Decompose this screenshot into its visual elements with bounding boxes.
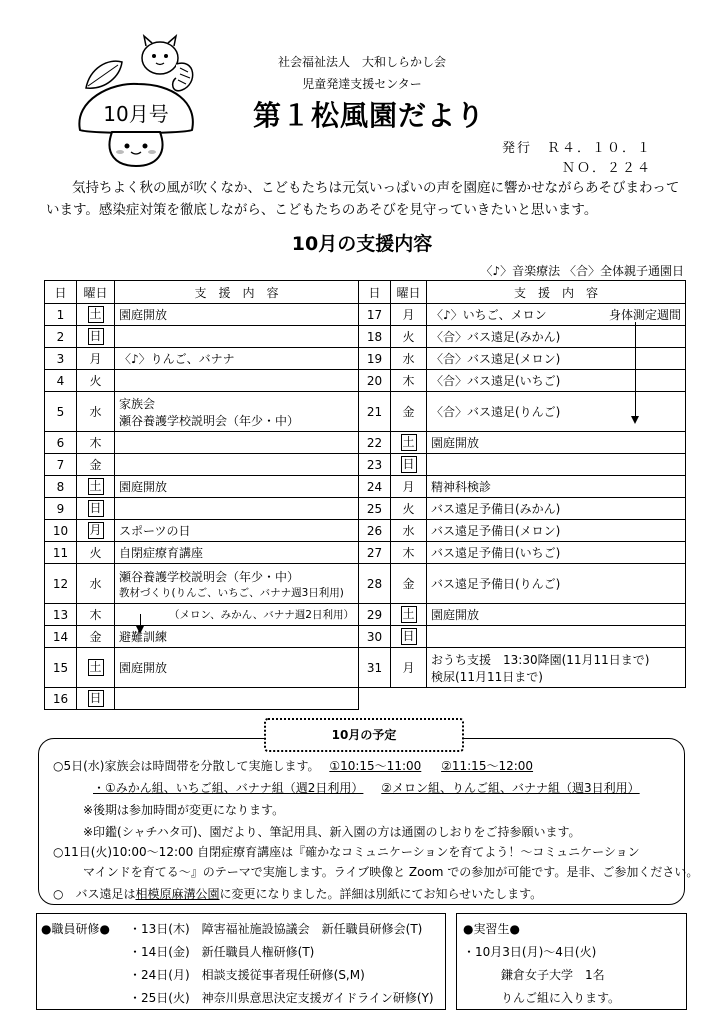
day-of-week: [77, 370, 115, 392]
schedule-table: [44, 280, 686, 710]
day-number: 7: [45, 454, 77, 476]
day-of-week-label: 日: [89, 329, 102, 343]
activity-text: 精神科検診: [431, 480, 492, 494]
day-of-week: [391, 604, 427, 626]
activity-content: [427, 520, 686, 542]
day-number: 22: [359, 432, 391, 454]
activity-text: 〈♪〉りんご、バナナ: [119, 352, 235, 366]
table-row: [45, 348, 686, 370]
day-number: 18: [359, 326, 391, 348]
activity-content: [115, 454, 359, 476]
day-of-week-label: 木: [402, 374, 415, 388]
day-of-week: [391, 542, 427, 564]
day-number: 5: [45, 392, 77, 432]
day-number: 20: [359, 370, 391, 392]
activity-text: 瀬谷養護学校説明会（年少・中）: [119, 569, 300, 584]
day-of-week: [77, 604, 115, 626]
day-of-week: [391, 304, 427, 326]
day-number: 3: [45, 348, 77, 370]
day-of-week: [391, 454, 427, 476]
day-of-week: [391, 348, 427, 370]
day-number: 11: [45, 542, 77, 564]
monthly-plan-box: [38, 738, 699, 905]
plan-title-tag: 10月の予定: [264, 718, 464, 752]
issue-number: ＮＯ．２２４: [561, 161, 652, 176]
activity-text: 〈♪〉いちご、メロン: [431, 308, 547, 322]
day-of-week-label: 月: [402, 661, 415, 675]
schedule-legend: 〈♪〉音楽療法 〈合〉全体親子通園日: [480, 264, 684, 278]
activity-content: [115, 476, 359, 498]
day-number: 10: [45, 520, 77, 542]
greeting-paragraph: [46, 177, 686, 221]
activity-content: [427, 392, 686, 432]
plan-line-2: ・①みかん組、いちご組、バナナ組（週2日利用） ②メロン組、りんご組、バナナ組（週3日利用）: [93, 781, 640, 795]
activity-text: 家族会: [119, 396, 156, 411]
table-row: [45, 564, 686, 604]
intern-box: [456, 913, 687, 1010]
header-content: 支 援 内 容: [115, 281, 359, 304]
day-of-week: [391, 476, 427, 498]
header-day: 日: [359, 281, 391, 304]
day-of-week-label: 火: [89, 374, 102, 388]
day-number: 24: [359, 476, 391, 498]
section-title: 10月の支援内容: [291, 233, 433, 255]
plan-line-7: ○ バス遠足は相模原麻溝公園に変更になりました。詳細は別紙にてお知らせいたします。: [53, 887, 543, 901]
activity-content: [427, 476, 686, 498]
day-number: 23: [359, 454, 391, 476]
activity-content: [115, 304, 359, 326]
day-of-week: [391, 392, 427, 432]
activity-content: [427, 648, 686, 688]
empty-cell: [359, 688, 391, 710]
day-of-week: [77, 542, 115, 564]
issue-badge: 10月号: [103, 102, 169, 126]
day-of-week: [391, 326, 427, 348]
day-of-week: [77, 648, 115, 688]
mushroom-squirrel-illustration: [72, 28, 202, 178]
activity-content: [115, 370, 359, 392]
day-of-week: [77, 432, 115, 454]
activity-content: [427, 564, 686, 604]
day-of-week-label: 土: [402, 607, 415, 621]
plan-line-4: ※印鑑(シャチハタ可)、園だより、筆記用具、新入園の方は通園のしおりをご持参願います。: [83, 825, 581, 839]
table-row: [45, 648, 686, 688]
day-number: 4: [45, 370, 77, 392]
day-number: 12: [45, 564, 77, 604]
day-of-week: [77, 454, 115, 476]
activity-content: [427, 432, 686, 454]
org-name: 社会福祉法人 大和しらかし会: [277, 55, 446, 69]
day-number: 13: [45, 604, 77, 626]
day-of-week-label: 金: [402, 577, 415, 591]
day-of-week-label: 水: [402, 352, 415, 366]
day-number: 9: [45, 498, 77, 520]
day-of-week: [77, 626, 115, 648]
activity-content: [427, 454, 686, 476]
day-of-week: [77, 392, 115, 432]
day-of-week: [77, 476, 115, 498]
table-row: [45, 326, 686, 348]
activity-text: 園庭開放: [431, 436, 480, 450]
header-dow: 曜日: [391, 281, 427, 304]
day-number: 30: [359, 626, 391, 648]
day-number: 29: [359, 604, 391, 626]
activity-text: 園庭開放: [431, 608, 480, 622]
plan-line-5: ○11日(火)10:00～12:00 自閉症療育講座は『確かなコミュニケーションを育てよう！～コミュニケーション: [53, 845, 640, 859]
day-of-week-label: 火: [89, 546, 102, 560]
day-number: 16: [45, 688, 77, 710]
training-item: ・14日(金) 新任職員人権研修(T): [129, 945, 315, 959]
day-number: 6: [45, 432, 77, 454]
day-of-week-label: 水: [402, 524, 415, 538]
activity-content: [115, 542, 359, 564]
activity-content: [427, 370, 686, 392]
activity-text: おうち支援 13:30降園(11月11日まで): [431, 652, 650, 667]
activity-text: バス遠足予備日(メロン): [431, 524, 561, 538]
activity-text: 園庭開放: [119, 308, 168, 322]
day-of-week-label: 土: [89, 479, 102, 493]
activity-content: [115, 604, 359, 626]
plan-line-6: マインドを育てる～』のテーマで実施します。ライブ映像と Zoom での参加が可能です。是非、ご参加ください。: [83, 865, 699, 879]
table-header-row: [45, 281, 686, 304]
day-of-week: [77, 304, 115, 326]
day-of-week-label: 水: [89, 577, 102, 591]
activity-text: 自閉症療育講座: [119, 546, 204, 560]
activity-content: [115, 392, 359, 432]
plan-line-3: ※後期は参加時間が変更になります。: [83, 803, 285, 817]
day-of-week-label: 日: [89, 691, 102, 705]
day-of-week-label: 月: [89, 352, 102, 366]
day-of-week: [391, 370, 427, 392]
table-row: [45, 392, 686, 432]
table-row: [45, 520, 686, 542]
activity-content: [427, 626, 686, 648]
activity-content: [115, 432, 359, 454]
intern-title: ●実習生●: [463, 922, 520, 936]
day-number: 26: [359, 520, 391, 542]
day-of-week: [391, 432, 427, 454]
intern-school: 鎌倉女子大学 1名: [501, 968, 605, 982]
day-of-week-label: 金: [89, 458, 102, 472]
activity-content: [115, 520, 359, 542]
day-of-week: [77, 688, 115, 710]
activity-text: 園庭開放: [119, 480, 168, 494]
activity-text: 教材づくり(りんご、いちご、バナナ週3日利用): [119, 586, 344, 599]
activity-content: [427, 542, 686, 564]
day-of-week: [77, 348, 115, 370]
day-number: 8: [45, 476, 77, 498]
day-of-week-label: 日: [402, 457, 415, 471]
activity-note: 身体測定週間: [608, 308, 681, 322]
day-of-week: [77, 564, 115, 604]
activity-content: [115, 498, 359, 520]
day-of-week-label: 日: [89, 501, 102, 515]
plan-line-1: ○5日(水)家族会は時間帯を分散して実施します。 ①10:15～11:00 ②11:15～12:00: [53, 759, 534, 773]
day-of-week: [77, 326, 115, 348]
day-number: 15: [45, 648, 77, 688]
day-of-week: [391, 648, 427, 688]
activity-content: [427, 604, 686, 626]
day-of-week-label: 月: [402, 480, 415, 494]
header-dow: 曜日: [77, 281, 115, 304]
day-number: 31: [359, 648, 391, 688]
day-of-week-label: 月: [402, 308, 415, 322]
greeting-line-2: います。感染症対策を徹底しながら、こどもたちのあそびを見守っていきたいと思います。: [46, 202, 598, 218]
day-of-week-label: 木: [89, 608, 102, 622]
table-row: [45, 542, 686, 564]
empty-cell: [391, 688, 427, 710]
table-row: [45, 454, 686, 476]
period-arrow-head: [136, 626, 144, 634]
empty-cell: [427, 688, 686, 710]
activity-text: 〈合〉バス遠足(りんご): [431, 405, 561, 419]
period-arrow-head: [631, 416, 639, 424]
activity-content: [115, 626, 359, 648]
table-row: [45, 370, 686, 392]
day-of-week-label: 火: [402, 502, 415, 516]
intern-class: りんご組に入ります。: [501, 991, 621, 1005]
activity-text: 園庭開放: [119, 661, 168, 675]
activity-content: [427, 304, 686, 326]
day-of-week-label: 金: [402, 405, 415, 419]
activity-text: 〈合〉バス遠足(みかん): [431, 330, 561, 344]
header-content: 支 援 内 容: [427, 281, 686, 304]
activity-content: [115, 648, 359, 688]
day-of-week-label: 金: [89, 630, 102, 644]
activity-text: バス遠足予備日(りんご): [431, 577, 561, 591]
activity-content: [427, 498, 686, 520]
activity-text: バス遠足予備日(いちご): [431, 546, 561, 560]
day-of-week: [391, 520, 427, 542]
table-row: [45, 476, 686, 498]
activity-text: 瀬谷養護学校説明会（年少・中）: [119, 413, 300, 428]
activity-text: 避難訓練: [119, 630, 168, 644]
activity-text: スポーツの日: [119, 524, 191, 538]
issue-date: 発行 Ｒ４．１０．１: [501, 141, 652, 156]
day-of-week: [391, 564, 427, 604]
table-row: [45, 304, 686, 326]
table-row: [45, 432, 686, 454]
table-row: [45, 688, 686, 710]
day-of-week: [77, 520, 115, 542]
training-item: ・25日(火) 神奈川県意思決定支援ガイドライン研修(Y): [129, 991, 434, 1005]
day-number: 28: [359, 564, 391, 604]
page-title: 第１松風園だより: [253, 99, 486, 132]
day-number: 17: [359, 304, 391, 326]
issue-info: [502, 139, 652, 179]
activity-content: [115, 348, 359, 370]
day-of-week-label: 土: [89, 660, 102, 674]
staff-training-box: [36, 913, 446, 1010]
activity-text: （メロン、みかん、バナナ週2日利用）: [169, 609, 354, 621]
day-number: 1: [45, 304, 77, 326]
day-number: 25: [359, 498, 391, 520]
day-number: 19: [359, 348, 391, 370]
day-of-week-label: 木: [402, 546, 415, 560]
org-subname: 児童発達支援センター: [302, 77, 422, 91]
training-item: ・13日(木) 障害福祉施設協議会 新任職員研修会(T): [129, 922, 423, 936]
day-of-week: [391, 498, 427, 520]
activity-content: [427, 348, 686, 370]
day-of-week-label: 水: [89, 405, 102, 419]
activity-text: 〈合〉バス遠足(メロン): [431, 352, 561, 366]
header-day: 日: [45, 281, 77, 304]
activity-content: [115, 688, 359, 710]
greeting-line-1: 気持ちよく秋の風が吹くなか、こどもたちは元気いっぱいの声を園庭に響かせながらあそびまわって: [72, 180, 680, 196]
day-number: 27: [359, 542, 391, 564]
day-of-week-label: 火: [402, 330, 415, 344]
activity-text: 検尿(11月11日まで): [431, 669, 543, 684]
day-of-week-label: 木: [89, 436, 102, 450]
activity-content: [115, 564, 359, 604]
period-arrow-line: [635, 322, 636, 418]
activity-content: [115, 326, 359, 348]
day-of-week-label: 土: [89, 307, 102, 321]
intern-dates: ・10月3日(月)～4日(火): [463, 945, 597, 959]
activity-text: バス遠足予備日(みかん): [431, 502, 561, 516]
training-title: ●職員研修●: [41, 922, 110, 936]
day-number: 21: [359, 392, 391, 432]
day-of-week: [77, 498, 115, 520]
day-of-week-label: 土: [402, 435, 415, 449]
day-of-week-label: 月: [89, 523, 102, 537]
day-number: 2: [45, 326, 77, 348]
day-of-week-label: 日: [402, 629, 415, 643]
day-of-week: [391, 626, 427, 648]
day-number: 14: [45, 626, 77, 648]
table-row: [45, 498, 686, 520]
activity-content: [427, 326, 686, 348]
activity-text: 〈合〉バス遠足(いちご): [431, 374, 561, 388]
training-item: ・24日(月) 相談支援従事者現任研修(S,M): [129, 968, 365, 982]
